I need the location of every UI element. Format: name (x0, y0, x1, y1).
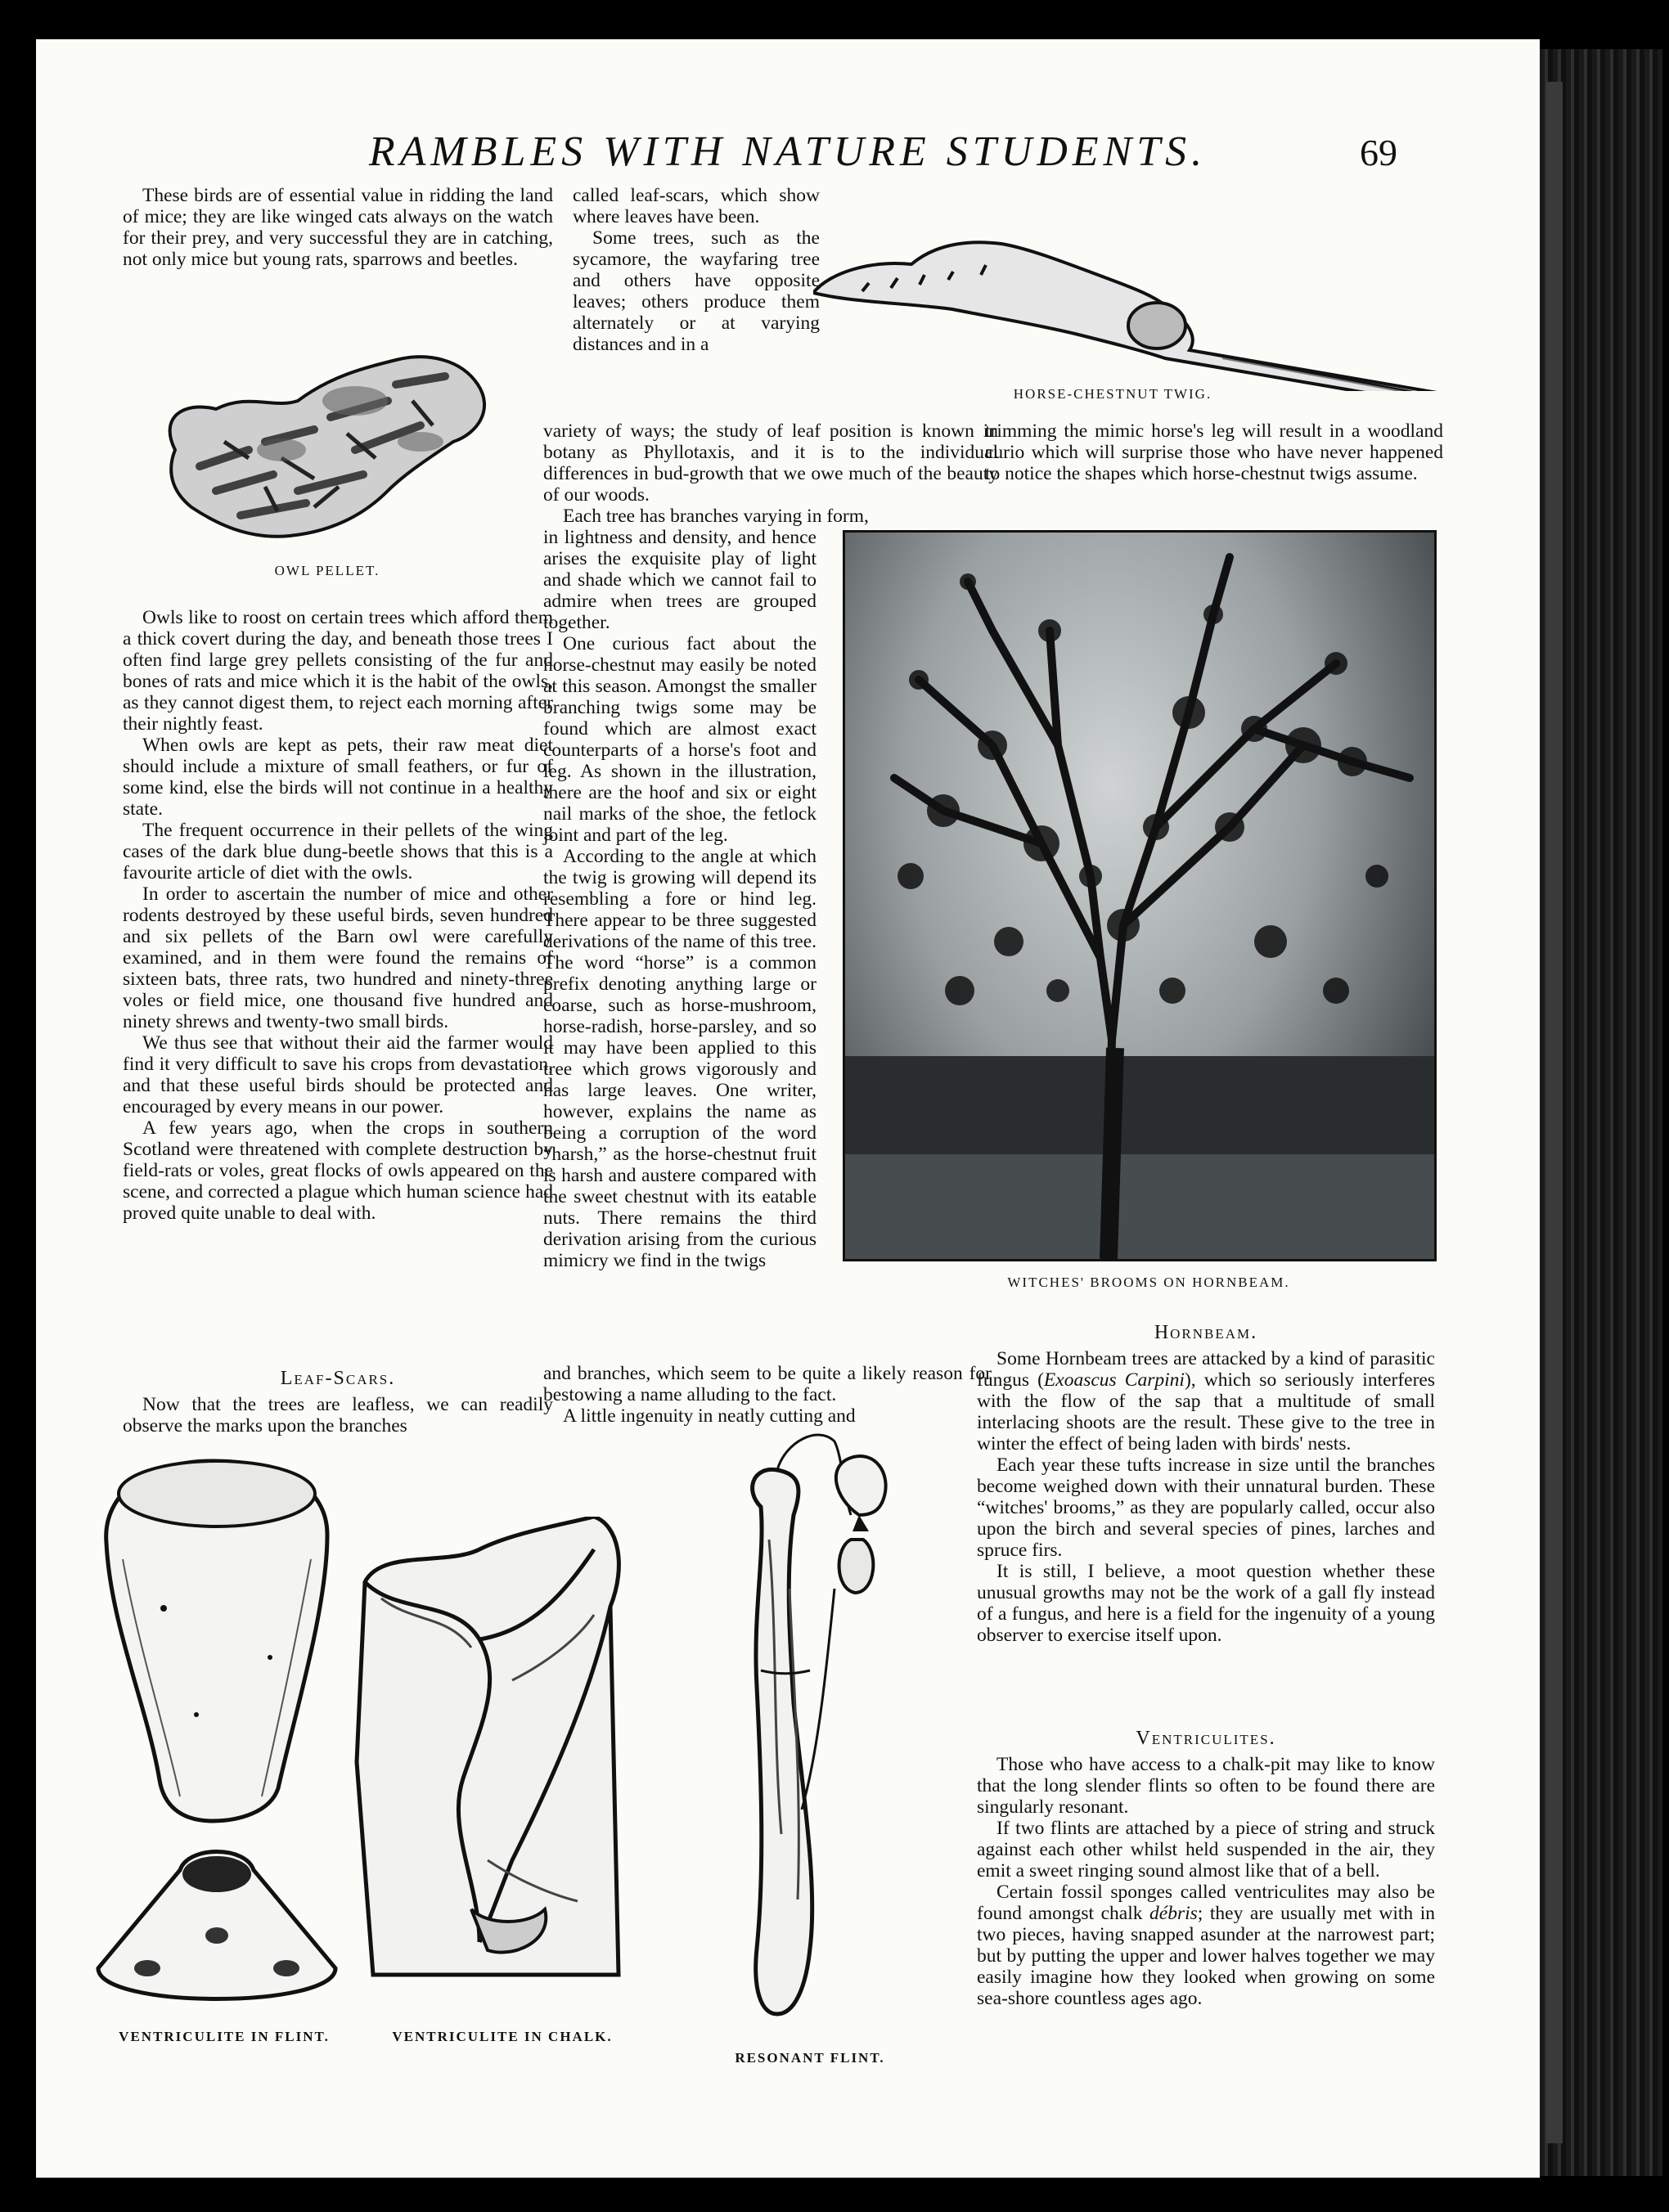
col2-paragraph: One curious fact about the horse-chestnut may easily be noted at this season. Amongst the smaller branching twigs some may be found which are almost exact counterparts of a horse's foot and leg. As shown in the illustration, there are the hoof and six or eight nail marks of the shoe, the fetlock joint and part of the leg. (543, 633, 817, 846)
col2-wide (543, 420, 998, 527)
resonant-flint-caption: RESONANT FLINT. (735, 2050, 885, 2066)
horse-chestnut-twig-illustration (813, 195, 1451, 391)
running-title: RAMBLES WITH NATURE STUDENTS. (368, 128, 1208, 175)
ventriculites-text-post: ; they are usually met with in two pieces, having snapped asunder at the narrowest part; but by putting the upper and lower halves together we may easily imagine how they looked when growing on some sea-shore countless ages ago. (977, 1903, 1435, 2009)
debris-word: débris (1149, 1903, 1198, 1924)
ventriculite-in-flint-illustration (90, 1445, 360, 2034)
col2-paragraph: and branches, which seem to be quite a likely reason for bestowing a name alluding to the fact. (543, 1363, 992, 1405)
page (36, 39, 1540, 2178)
hornbeam-tree-image (845, 533, 1434, 1259)
col2-paragraph: in lightness and density, and hence arises the exquisite play of light and shade which we cannot fail to admire when trees are grouped together. (543, 527, 817, 633)
col2-paragraph: variety of ways; the study of leaf position is known in botany as Phyllotaxis, and it is to the individual differences in bud-growth that we owe much of the beauty of our woods. (543, 420, 998, 506)
hornbeam-heading: Hornbeam. (1154, 1322, 1258, 1343)
ventriculite-in-chalk-illustration (349, 1517, 643, 1991)
witches-brooms-photo (843, 530, 1437, 1261)
col1-paragraph: In order to ascertain the number of mice and other rodents destroyed by these useful birds, seven hundred and six pellets of the Barn owl were carefully examined, and in them were found the remains of sixteen bats, three rats, two hundred and ninety-three voles or field mice, one thousand five hundred and ninety shrews and twenty-two small birds. (123, 883, 553, 1032)
col1-paragraph: Owls like to roost on certain trees which afford them a thick covert during the day, and beneath those trees I often find large grey pellets consisting of the fur and bones of rats and mice which it is the habit of the owls, as they cannot digest them, to reject each morning after their nightly feast. (123, 607, 553, 735)
col1-intro (123, 185, 553, 270)
ventriculites-text-pre: Certain fossil sponges called ventriculites may also be found amongst chalk (977, 1882, 1435, 1924)
col1-paragraph: We thus see that without their aid the farmer would find it very difficult to save his crops from devastation, and that these useful birds should be protected and encouraged by every means in our power. (123, 1032, 553, 1117)
col2-paragraph: Each tree has branches varying in form, (563, 506, 869, 527)
hornbeam-paragraph (977, 1348, 1435, 1454)
col2-paragraph: A little ingenuity in neatly cutting and (563, 1405, 856, 1427)
col1-paragraph: When owls are kept as pets, their raw meat diet should include a mixture of small feathers, or fur of some kind, else the birds will not continue in a healthy state. (123, 735, 553, 820)
col1-tail (123, 1394, 553, 1436)
col1-paragraph: The frequent occurrence in their pellets of the wing cases of the dark blue dung-beetle shows that this is a favourite article of diet with the owls. (123, 820, 553, 883)
ventriculites-heading: Ventriculites. (1136, 1728, 1276, 1749)
col1-paragraph: These birds are of essential value in ridding the land of mice; they are like winged cats always on the watch for their prey, and very successful they are in catching, not only mice but young rats, sparrows and beetles. (123, 185, 553, 270)
horse-chestnut-twig-caption: HORSE-CHESTNUT TWIG. (1013, 386, 1212, 402)
book-edge-shadow (1546, 82, 1563, 2143)
col2-paragraph: Some trees, such as the sycamore, the wayfaring tree and others have opposite leaves; others produce them alternately or at varying distances and in a (573, 227, 820, 355)
col1-paragraph: Now that the trees are leafless, we can readily observe the marks upon the branches (123, 1394, 553, 1436)
col2-paragraph: called leaf-scars, which show where leaves have been. (573, 185, 820, 227)
ventriculites-paragraph: If two flints are attached by a piece of string and struck against each other whilst held suspended in the air, they emit a sweet ringing sound almost like that of a bell. (977, 1818, 1435, 1882)
col2-bottom (543, 1363, 992, 1427)
page-number: 69 (1360, 132, 1397, 173)
ventriculite-in-chalk-caption: VENTRICULITE IN CHALK. (392, 2029, 613, 2044)
hornbeam-paragraph: It is still, I believe, a moot question whether these unusual growths may not be the work of a gall fly instead of a fungus, and here is a field for the ingenuity of a young observer to exercise itself upon. (977, 1561, 1435, 1646)
col1-paragraph: A few years ago, when the crops in southern Scotland were threatened with complete destruction by field-rats or voles, great flocks of owls appeared on the scene, and corrected a plague which human science had proved quite unable to deal with. (123, 1117, 553, 1224)
hornbeam-text-pre: Some Hornbeam trees are attacked by a kind of parasitic fungus ( (977, 1348, 1435, 1391)
ventriculites-section (977, 1754, 1435, 2009)
col3-paragraph: trimming the mimic horse's leg will result in a woodland curio which will surprise those who have never happened to notice the shapes which horse-chestnut twigs assume. (985, 420, 1443, 484)
hornbeam-section (977, 1348, 1435, 1646)
ventriculites-paragraph (977, 1882, 1435, 2009)
col2-top (573, 185, 820, 355)
ventriculites-paragraph: Those who have access to a chalk-pit may like to know that the long slender flints so often to be found there are singularly resonant. (977, 1754, 1435, 1818)
col3-top (985, 420, 1443, 484)
col2-narrow (543, 527, 817, 1271)
owl-pellet-illustration (151, 352, 502, 548)
owl-pellet-caption: OWL PELLET. (274, 563, 380, 578)
hornbeam-paragraph: Each year these tufts increase in size until the branches become weighed down with their unnatural burden. These “witches' brooms,” as they are popularly called, occur also upon the birch and several species of pines, larches and spruce firs. (977, 1454, 1435, 1561)
leaf-scars-heading: Leaf-Scars. (280, 1368, 396, 1389)
resonant-flint-illustration (712, 1425, 900, 2047)
col1-body (123, 607, 553, 1224)
witches-brooms-caption: WITCHES' BROOMS ON HORNBEAM. (1007, 1275, 1290, 1290)
fungus-name: Exoascus Carpini (1043, 1369, 1185, 1391)
ventriculite-in-flint-caption: VENTRICULITE IN FLINT. (119, 2029, 330, 2044)
col2-paragraph: According to the angle at which the twig is growing will depend its resembling a fore or hind leg. There appear to be three suggested derivations of the name of this tree. The word “horse” is a common prefix denoting anything large or coarse, such as horse-mushroom, horse-radish, horse-parsley, and so it may have been applied to this tree which grows vigorously and has large leaves. One writer, however, explains the name as being a corruption of the word “harsh,” as the horse-chestnut fruit is harsh and austere compared with the sweet chestnut with its eatable nuts. There remains the third derivation arising from the curious mimicry we find in the twigs (543, 846, 817, 1271)
hornbeam-text-post: ), which so seriously interferes with the flow of the sap that a multitude of small interlacing shoots are the result. These give to the tree in winter the effect of being laden with birds' nests. (977, 1369, 1436, 1454)
